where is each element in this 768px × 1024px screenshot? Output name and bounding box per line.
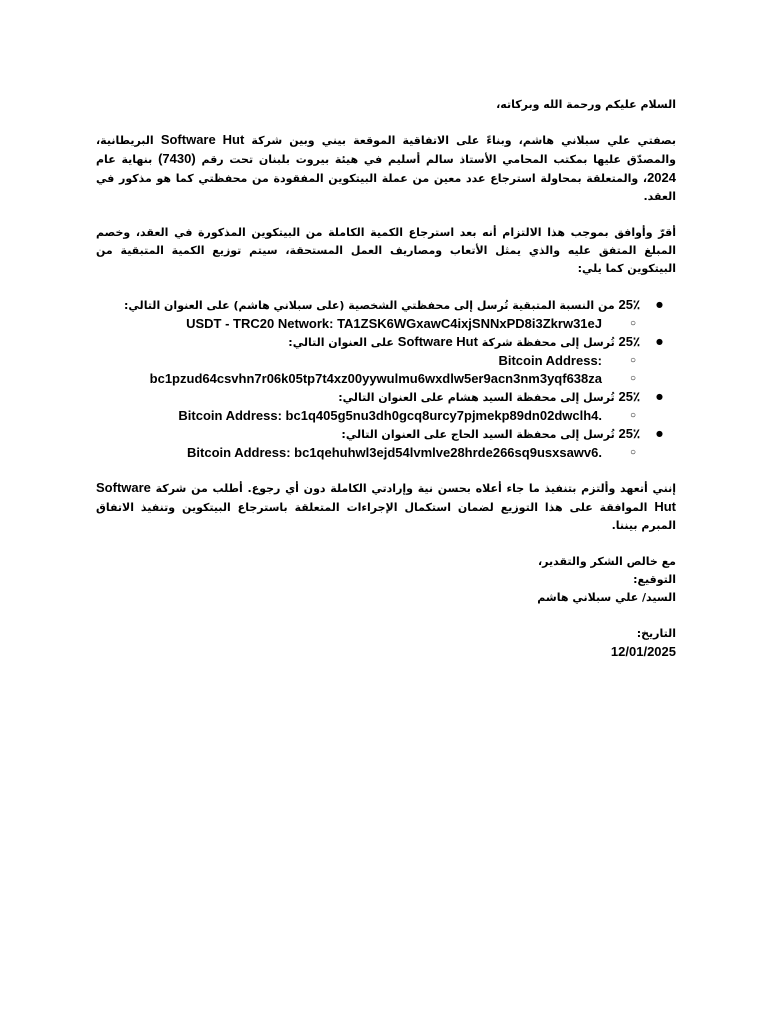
pledge-part-1: إنني أتعهد وألتزم بتنفيذ ما جاء أعلاه بحسن نية وإرادتي الكاملة دون أي رجوع. أطلب من شركة <box>155 482 676 495</box>
bitcoin-address: ○ Bitcoin Address: bc1q405g5nu3dh0gcq8urcy7pjmekp89dn02dwclh4. <box>178 408 602 423</box>
distribution-item-2 <box>96 333 676 388</box>
date-block <box>96 625 676 662</box>
distribution-list <box>96 296 676 462</box>
address-list <box>96 315 640 333</box>
company-name: Software Hut <box>397 334 478 349</box>
intro-part-4: ، والمتعلقة بمحاولة استرجاع عدد معين من عملة البيتكوين المفقودة من محفظتي كما هو مذكور في العقد. <box>96 172 676 203</box>
bitcoin-address: ○ Bitcoin Address: bc1qehuhwl3ejd54lvmlve28hrde266sq9usxsawv6. <box>187 445 602 460</box>
address-list <box>96 407 640 425</box>
pledge-part-2: الموافقة على هذا التوزيع لضمان استكمال الإجراءات المتعلقة باسترجاع البيتكوين وتنفيذ الاتفاق المبرم بيننا. <box>96 501 676 532</box>
distribution-text-after: على العنوان التالي: <box>288 336 394 349</box>
pledge-paragraph <box>96 479 676 535</box>
address-list <box>96 352 640 388</box>
address-item <box>96 352 640 370</box>
closing-block <box>96 553 676 607</box>
commitment-paragraph: أقرّ وأوافق بموجب هذا الالتزام أنه بعد استرجاع الكمية الكاملة من البيتكوين المذكورة في العقد، وخصم المبلغ المتفق عليه والذي يمثل الأتعاب ومصاريف العمل المستحقة، سيتم توزيع الكمية المتبقية من البيتكوين كما يلي: <box>96 226 676 275</box>
signature-label: التوقيع: <box>633 573 676 586</box>
distribution-text: تُرسل إلى محفظة السيد الحاج على العنوان التالي: <box>341 428 615 441</box>
usdt-address: ○ USDT - TRC20 Network: TA1ZSK6WGxawC4ixjSNNxPD8i3Zkrw31eJ <box>186 316 602 331</box>
distribution-text: تُرسل إلى محفظة السيد هشام على العنوان التالي: <box>338 391 615 404</box>
distribution-percent: 25٪ <box>618 334 640 349</box>
distribution-percent: 25٪ <box>618 297 640 312</box>
intro-part-1: بصفتي علي سبلاني هاشم، وبناءً على الاتفاقية الموقعة بيني وبين شركة <box>251 134 676 147</box>
signer-name: السيد/ علي سبلاني هاشم <box>537 591 676 604</box>
distribution-percent: 25٪ <box>618 426 640 441</box>
bitcoin-address: ○ bc1pzud64csvhn7r06k05tp7t4xz00yywulmu6wxdlw5er9acn3nm3yqf638za <box>149 371 602 386</box>
letter-page <box>96 96 676 662</box>
distribution-item-4 <box>96 425 676 462</box>
intro-part-2: البريطانية، والمصدّق عليها بمكتب المحامي الأستاذ سالم أسليم في هيئة بيروت بلبنان تحت رقم <box>96 134 676 166</box>
company-name: Software Hut <box>96 480 676 514</box>
address-item <box>96 315 640 333</box>
address-item <box>96 444 640 462</box>
greeting: السلام عليكم ورحمة الله وبركاته، <box>496 98 676 111</box>
closing-thanks: مع خالص الشكر والتقدير، <box>538 555 676 568</box>
distribution-text: تُرسل إلى محفظة شركة <box>481 336 615 349</box>
date-value: 12/01/2025 <box>610 644 676 659</box>
distribution-item-1 <box>96 296 676 333</box>
agreement-year: 2024 <box>647 170 676 185</box>
distribution-item-3 <box>96 388 676 425</box>
bitcoin-address-label: ○ Bitcoin Address: <box>498 353 602 368</box>
distribution-percent: 25٪ <box>618 389 640 404</box>
address-list <box>96 444 640 462</box>
date-label: التاريخ: <box>636 627 676 640</box>
address-item <box>96 370 640 388</box>
registration-number: (7430) <box>158 151 196 166</box>
company-name: Software Hut <box>160 132 245 147</box>
intro-part-3: بنهاية عام <box>96 153 153 166</box>
distribution-text: من النسبة المتبقية تُرسل إلى محفظتي الشخصية (على سبلاني هاشم) على العنوان التالي: <box>124 299 615 312</box>
intro-paragraph <box>96 131 676 206</box>
address-item <box>96 407 640 425</box>
